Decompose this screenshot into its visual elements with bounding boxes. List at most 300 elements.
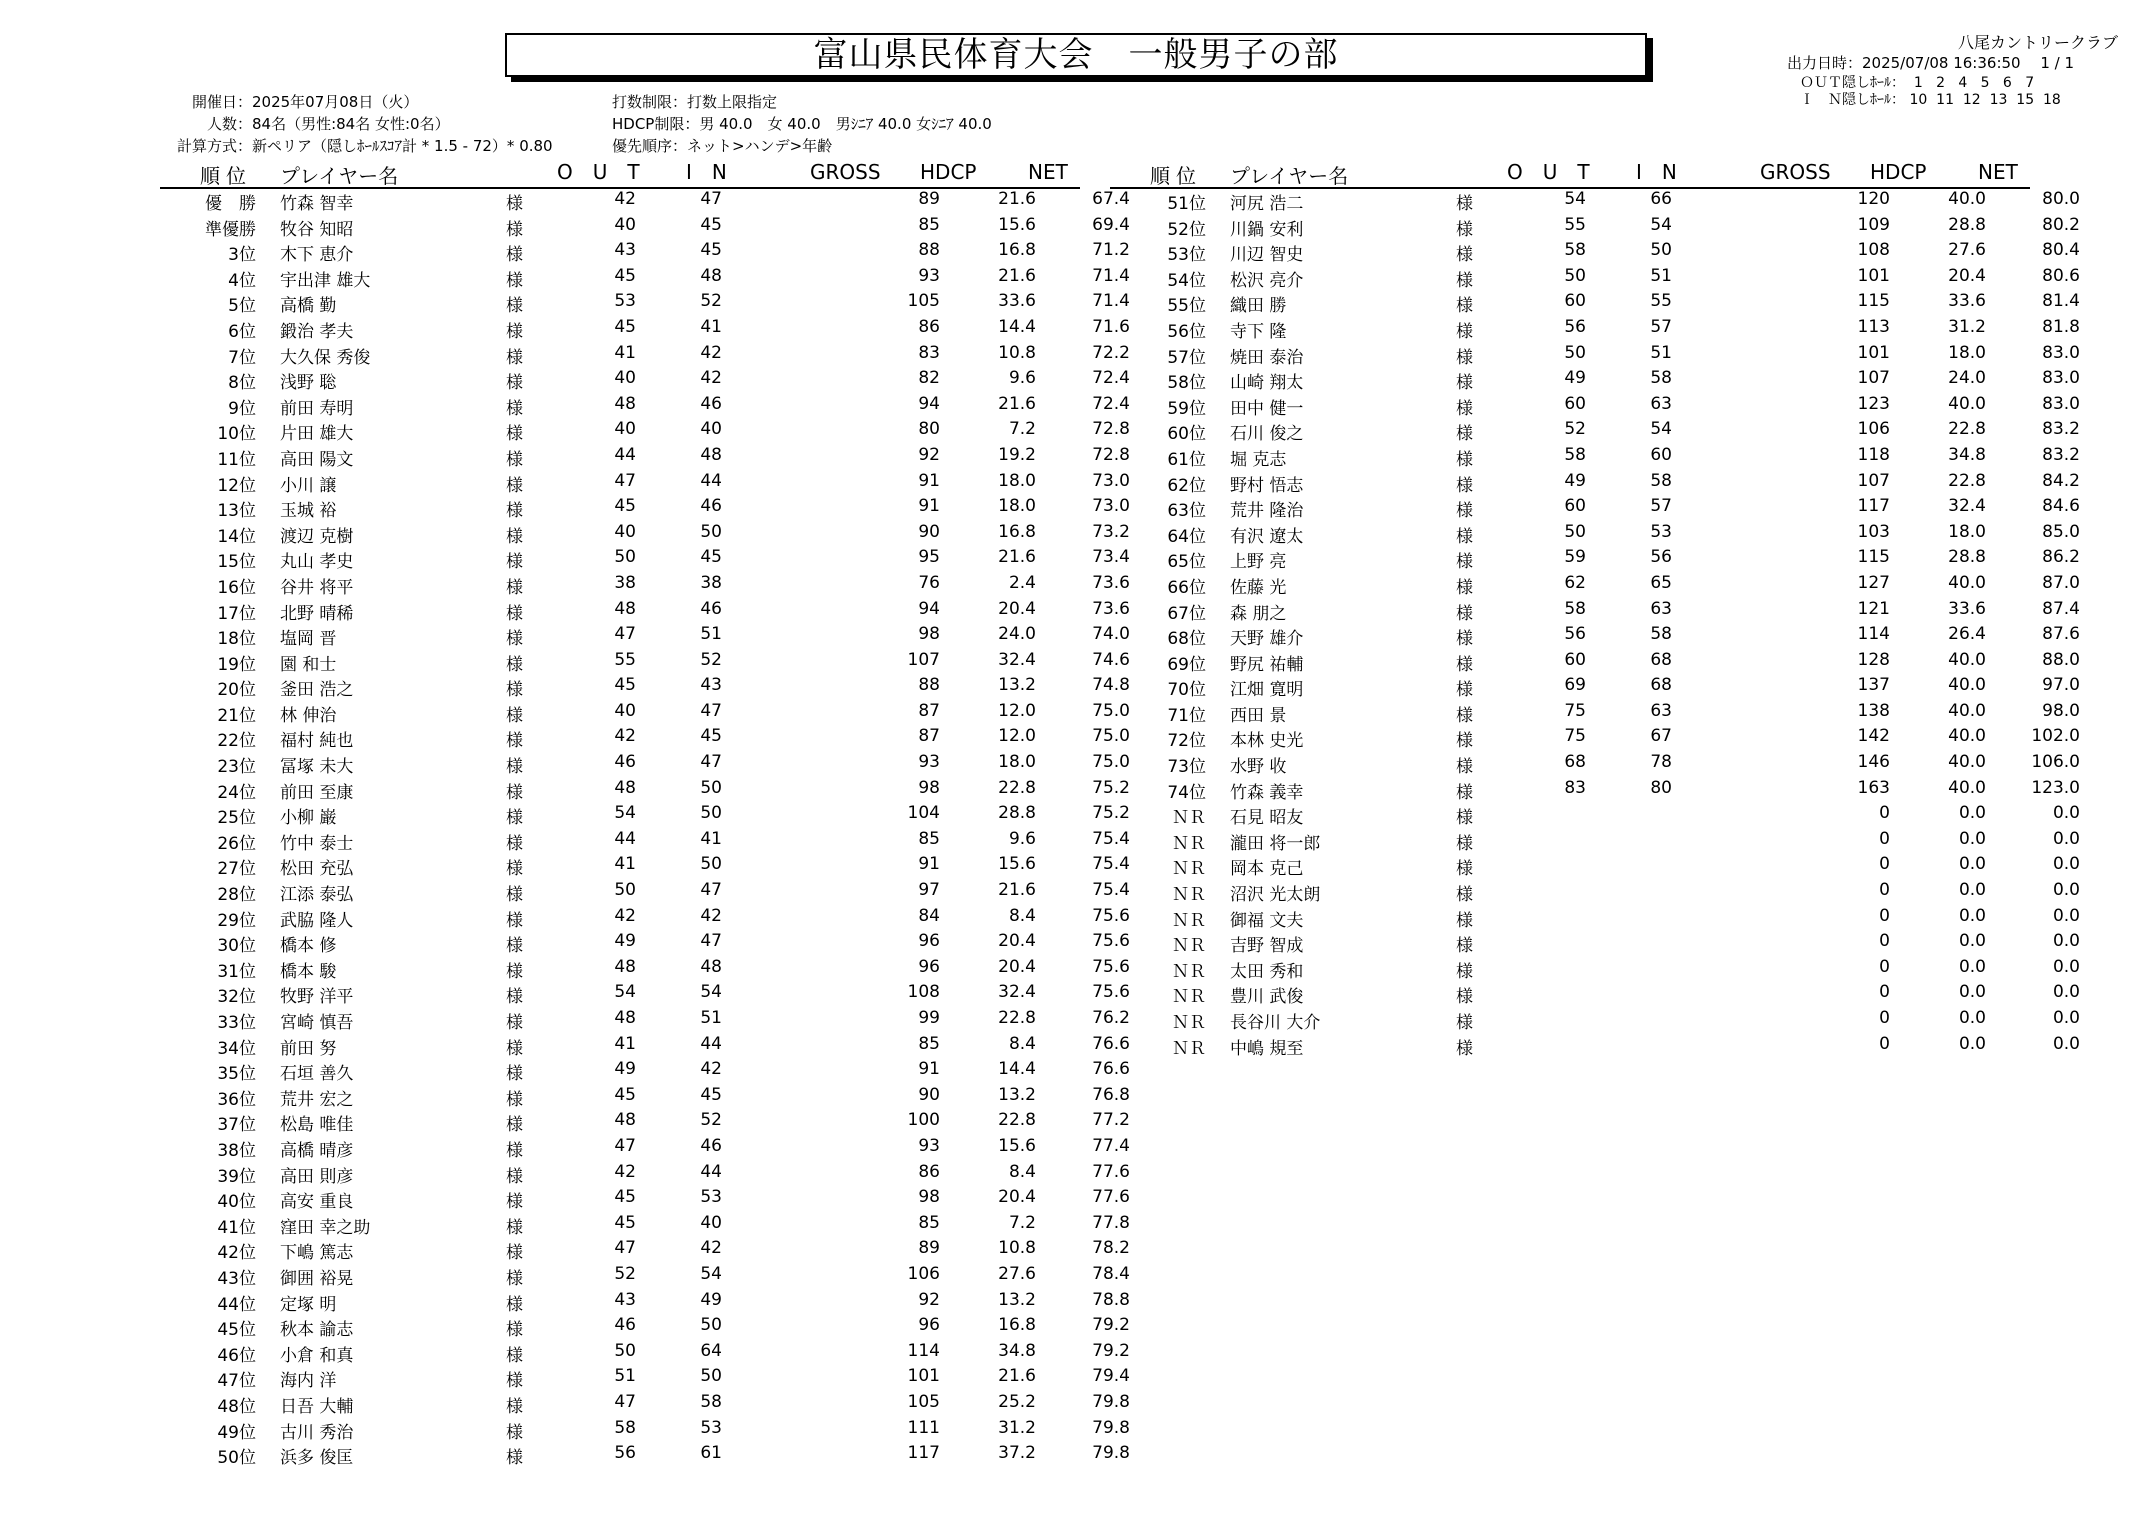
net-score: 87.0: [2042, 572, 2080, 593]
net-score: 97.0: [2042, 675, 2080, 696]
out-score: 59: [1564, 547, 1586, 568]
hdcp-value: 40.0: [1948, 726, 1986, 747]
player-name: 高田 陽文: [280, 449, 354, 470]
meta-calc-value: 新ペリア（隠しﾎｰﾙｽｺｱ計 * 1.5 - 72）* 0.80: [252, 137, 553, 155]
gross-score: 0: [1879, 1033, 1890, 1054]
net-score: 79.8: [1092, 1443, 1130, 1464]
table-row: [160, 854, 1130, 880]
rank-cell: 29位: [217, 910, 256, 931]
out-score: 58: [1564, 444, 1586, 465]
honorific: 様: [506, 1448, 523, 1469]
honorific: 様: [1456, 910, 1473, 931]
table-row: [160, 828, 1130, 855]
hdcp-value: 21.6: [998, 393, 1036, 414]
honorific: 様: [1456, 731, 1473, 752]
table-row: [160, 1110, 1130, 1136]
table-row: [160, 1135, 1130, 1162]
meta-calc-label: 計算方式：: [176, 137, 252, 155]
out-score: 60: [1564, 496, 1586, 517]
player-name: 浜多 俊匡: [280, 1448, 354, 1469]
rank-cell: 30位: [217, 936, 256, 957]
gross-score: 114: [1857, 624, 1890, 645]
player-name: 古川 秀治: [280, 1422, 354, 1443]
player-name: 本林 史光: [1230, 731, 1304, 752]
in-score: 54: [1650, 214, 1672, 235]
net-score: 76.8: [1092, 1084, 1130, 1105]
rank-cell: ＮＲ: [1172, 1038, 1206, 1059]
net-score: 88.0: [2042, 649, 2080, 670]
in-score: 63: [1650, 393, 1672, 414]
rank-cell: 59位: [1167, 398, 1206, 419]
out-score: 49: [614, 1059, 636, 1080]
gross-score: 91: [918, 496, 940, 517]
gross-score: 92: [918, 444, 940, 465]
net-score: 72.4: [1092, 368, 1130, 389]
gross-score: 128: [1857, 649, 1890, 670]
net-score: 85.0: [2042, 521, 2080, 542]
player-name: 荒井 隆治: [1230, 501, 1304, 522]
net-score: 75.0: [1092, 752, 1130, 773]
out-score: 45: [614, 265, 636, 286]
honorific: 様: [506, 1038, 523, 1059]
in-score: 58: [1650, 624, 1672, 645]
out-score: 48: [614, 956, 636, 977]
rank-cell: 42位: [217, 1243, 256, 1264]
honorific: 様: [506, 1140, 523, 1161]
player-name: 大久保 秀俊: [280, 347, 371, 368]
table-row: [160, 803, 1130, 829]
table-row: [1110, 880, 2080, 906]
table-row: [1110, 803, 2080, 829]
hdcp-value: 14.4: [998, 316, 1036, 337]
gross-score: 99: [918, 1008, 940, 1028]
club-name: 八尾カントリークラブ: [1957, 33, 2118, 52]
honorific: 様: [1456, 475, 1473, 496]
gross-score: 96: [918, 931, 940, 952]
header-net: NET: [1978, 160, 2018, 184]
rank-cell: 73位: [1167, 757, 1206, 778]
player-name: 林 伸治: [280, 705, 337, 726]
out-score: 40: [614, 700, 636, 721]
hdcp-value: 31.2: [998, 1417, 1036, 1438]
net-score: 78.8: [1092, 1289, 1130, 1310]
table-row: [1110, 1033, 2080, 1060]
hdcp-value: 7.2: [1008, 1212, 1036, 1233]
in-score: 50: [700, 777, 722, 798]
player-name: 高安 重良: [280, 1192, 354, 1213]
out-score: 58: [1564, 598, 1586, 619]
rank-cell: 7位: [228, 347, 256, 368]
table-row: [160, 214, 1130, 241]
player-name: 塩岡 晋: [280, 629, 337, 650]
player-name: 牧野 洋平: [280, 987, 354, 1008]
meta-people: [155, 113, 450, 134]
out-score: 54: [1564, 189, 1586, 209]
net-score: 106.0: [2031, 752, 2080, 773]
hdcp-value: 28.8: [998, 803, 1036, 824]
player-name: 森 朋之: [1230, 603, 1287, 624]
table-row: [1110, 291, 2080, 317]
player-name: 寺下 隆: [1230, 321, 1287, 342]
in-score: 47: [700, 700, 722, 721]
hdcp-value: 22.8: [1948, 419, 1986, 440]
in-score: 47: [700, 931, 722, 952]
player-name: 天野 雄介: [1230, 629, 1304, 650]
out-score: 53: [614, 291, 636, 312]
honorific: 様: [506, 757, 523, 778]
honorific: 様: [506, 449, 523, 470]
honorific: 様: [1456, 782, 1473, 803]
hdcp-value: 0.0: [1958, 880, 1986, 901]
rank-cell: 70位: [1167, 680, 1206, 701]
net-score: 83.0: [2042, 393, 2080, 414]
net-score: 0.0: [2052, 956, 2080, 977]
in-score: 44: [700, 1033, 722, 1054]
in-score: 38: [700, 572, 722, 593]
net-score: 76.6: [1092, 1033, 1130, 1054]
rank-cell: 46位: [217, 1345, 256, 1366]
honorific: 様: [506, 501, 523, 522]
table-header: [1110, 160, 2030, 189]
meta-people-label: 人数：: [206, 115, 252, 133]
gross-score: 89: [918, 189, 940, 209]
gross-score: 107: [1857, 470, 1890, 491]
gross-score: 98: [918, 624, 940, 645]
in-score: 53: [700, 1417, 722, 1438]
rank-cell: 24位: [217, 782, 256, 803]
gross-score: 163: [1857, 777, 1890, 798]
out-score: 54: [614, 803, 636, 824]
hdcp-value: 12.0: [998, 700, 1036, 721]
rank-cell: 74位: [1167, 782, 1206, 803]
rank-cell: ＮＲ: [1172, 1013, 1206, 1033]
hdcp-value: 0.0: [1958, 1008, 1986, 1028]
honorific: 様: [1456, 885, 1473, 906]
player-name: 岡本 克己: [1230, 859, 1304, 880]
header-name: プレイヤー名: [1230, 164, 1349, 188]
honorific: 様: [506, 808, 523, 829]
hdcp-value: 40.0: [1948, 700, 1986, 721]
rank-cell: ＮＲ: [1172, 885, 1206, 906]
net-score: 0.0: [2052, 880, 2080, 901]
out-score: 45: [614, 1187, 636, 1208]
gross-score: 101: [907, 1366, 940, 1387]
in-score: 65: [1650, 572, 1672, 593]
in-score: 54: [700, 982, 722, 1003]
out-score: 83: [1564, 777, 1586, 798]
rank-cell: 66位: [1167, 577, 1206, 598]
table-row: [160, 1263, 1130, 1290]
honorific: 様: [506, 296, 523, 317]
gross-score: 96: [918, 956, 940, 977]
out-score: 42: [614, 726, 636, 747]
net-score: 71.4: [1092, 265, 1130, 286]
player-name: 堀 克志: [1230, 449, 1287, 470]
player-name: 下嶋 篤志: [280, 1243, 354, 1264]
player-name: 窪田 幸之助: [280, 1217, 371, 1238]
header-rank: 順位: [200, 164, 252, 188]
table-row: [1110, 675, 2080, 701]
rank-cell: 64位: [1167, 526, 1206, 547]
net-score: 75.6: [1092, 982, 1130, 1003]
table-row: [160, 316, 1130, 343]
player-name: 石川 俊之: [1230, 424, 1304, 445]
hdcp-value: 15.6: [998, 1135, 1036, 1156]
in-score: 45: [700, 214, 722, 235]
out-score: 75: [1564, 726, 1586, 747]
net-score: 79.2: [1092, 1315, 1130, 1336]
table-row: [160, 393, 1130, 420]
rank-cell: 優 勝: [205, 194, 256, 214]
gross-score: 0: [1879, 1008, 1890, 1028]
player-name: 玉城 裕: [280, 501, 337, 522]
table-row: [160, 649, 1130, 676]
table-row: [1110, 649, 2080, 676]
in-score: 48: [700, 444, 722, 465]
header-hdcp: HDCP: [1870, 160, 1927, 184]
rank-cell: 62位: [1167, 475, 1206, 496]
hdcp-value: 8.4: [1008, 905, 1036, 926]
gross-score: 94: [918, 393, 940, 414]
header-outin: OUT IN: [1507, 160, 1697, 184]
rank-cell: 69位: [1167, 654, 1206, 675]
gross-score: 121: [1857, 598, 1890, 619]
out-score: 45: [614, 675, 636, 696]
hdcp-value: 40.0: [1948, 649, 1986, 670]
gross-score: 88: [918, 675, 940, 696]
rank-cell: 36位: [217, 1089, 256, 1110]
out-score: 47: [614, 624, 636, 645]
honorific: 様: [1456, 859, 1473, 880]
rank-cell: 40位: [217, 1192, 256, 1213]
net-score: 81.4: [2042, 291, 2080, 312]
player-name: 焼田 泰治: [1230, 347, 1304, 368]
header-rank: 順位: [1150, 164, 1202, 188]
out-score: 55: [1564, 214, 1586, 235]
honorific: 様: [1456, 603, 1473, 624]
gross-score: 127: [1857, 572, 1890, 593]
hdcp-value: 37.2: [998, 1443, 1036, 1464]
out-score: 50: [1564, 265, 1586, 286]
out-score: 50: [614, 880, 636, 901]
player-name: 江畑 寛明: [1230, 680, 1304, 701]
table-row: [1110, 521, 2080, 548]
honorific: 様: [506, 1166, 523, 1187]
in-score: 49: [700, 1289, 722, 1310]
honorific: 様: [506, 1345, 523, 1366]
net-score: 76.6: [1092, 1059, 1130, 1080]
net-score: 73.6: [1092, 598, 1130, 619]
net-score: 84.2: [2042, 470, 2080, 491]
rank-cell: 54位: [1167, 270, 1206, 291]
gross-score: 82: [918, 368, 940, 389]
out-score: 60: [1564, 291, 1586, 312]
hdcp-value: 20.4: [998, 1187, 1036, 1208]
in-score: 58: [1650, 368, 1672, 389]
table-row: [160, 752, 1130, 778]
net-score: 80.2: [2042, 214, 2080, 235]
table-row: [160, 470, 1130, 497]
in-score: 51: [700, 1008, 722, 1028]
out-score: 47: [614, 1135, 636, 1156]
honorific: 様: [1456, 987, 1473, 1008]
rank-cell: 9位: [228, 398, 256, 419]
in-score: 50: [700, 803, 722, 824]
gross-score: 85: [918, 828, 940, 849]
header-name: プレイヤー名: [280, 164, 399, 188]
honorific: 様: [1456, 1038, 1473, 1059]
honorific: 様: [506, 270, 523, 291]
net-score: 79.4: [1092, 1366, 1130, 1387]
player-name: 御囲 裕晃: [280, 1268, 354, 1289]
rank-cell: 28位: [217, 885, 256, 906]
in-score: 48: [700, 956, 722, 977]
table-row: [1110, 496, 2080, 522]
honorific: 様: [1456, 347, 1473, 368]
net-score: 83.2: [2042, 444, 2080, 465]
player-name: 御福 文夫: [1230, 910, 1304, 931]
table-row: [1110, 214, 2080, 241]
honorific: 様: [506, 1396, 523, 1417]
player-name: 西田 景: [1230, 705, 1287, 726]
net-score: 78.4: [1092, 1263, 1130, 1284]
table-row: [160, 1366, 1130, 1392]
honorific: 様: [1456, 680, 1473, 701]
hdcp-value: 40.0: [1948, 189, 1986, 209]
out-score: 50: [1564, 521, 1586, 542]
player-name: 石垣 善久: [280, 1064, 354, 1085]
rank-cell: 63位: [1167, 501, 1206, 522]
rank-cell: 27位: [217, 859, 256, 880]
out-score: 42: [614, 905, 636, 926]
meta-hdcp-value: 男 40.0 女 40.0 男ｼﾆｱ 40.0 女ｼﾆｱ 40.0: [699, 115, 992, 133]
hdcp-value: 16.8: [998, 1315, 1036, 1336]
hdcp-value: 12.0: [998, 726, 1036, 747]
honorific: 様: [506, 552, 523, 573]
honorific: 様: [1456, 705, 1473, 726]
honorific: 様: [506, 1422, 523, 1443]
honorific: 様: [506, 705, 523, 726]
gross-score: 90: [918, 1084, 940, 1105]
rank-cell: 17位: [217, 603, 256, 624]
table-row: [160, 675, 1130, 701]
meta-limit-value: 打数上限指定: [687, 93, 778, 111]
table-row: [160, 1238, 1130, 1264]
out-score: 40: [614, 521, 636, 542]
honorific: 様: [1456, 373, 1473, 394]
table-row: [1110, 752, 2080, 778]
rank-cell: 19位: [217, 654, 256, 675]
in-score: 41: [700, 316, 722, 337]
table-row: [160, 700, 1130, 727]
table-row: [160, 419, 1130, 445]
in-score: 53: [1650, 521, 1672, 542]
table-row: [160, 1008, 1130, 1034]
hdcp-value: 16.8: [998, 521, 1036, 542]
net-score: 72.2: [1092, 342, 1130, 363]
rank-cell: 34位: [217, 1038, 256, 1059]
gross-score: 101: [1857, 342, 1890, 363]
rank-cell: 31位: [217, 961, 256, 982]
honorific: 様: [506, 629, 523, 650]
net-score: 75.4: [1092, 828, 1130, 849]
in-score: 58: [1650, 470, 1672, 491]
player-name: 谷井 将平: [280, 577, 354, 598]
results-column-right: [1110, 160, 2080, 1059]
out-score: 50: [1564, 342, 1586, 363]
table-row: [1110, 854, 2080, 880]
hdcp-value: 9.6: [1008, 368, 1036, 389]
meta-priority: [612, 135, 832, 156]
gross-score: 111: [907, 1417, 940, 1438]
table-row: [160, 880, 1130, 906]
player-name: 水野 收: [1230, 757, 1287, 778]
net-score: 0.0: [2052, 905, 2080, 926]
in-score: 63: [1650, 598, 1672, 619]
rank-cell: 39位: [217, 1166, 256, 1187]
out-score: 52: [614, 1263, 636, 1284]
out-score: 56: [1564, 316, 1586, 337]
table-row: [160, 240, 1130, 266]
player-name: 秋本 諭志: [280, 1320, 354, 1341]
in-score: 46: [700, 496, 722, 517]
out-score: 60: [1564, 649, 1586, 670]
out-score: 55: [614, 649, 636, 670]
hdcp-value: 22.8: [1948, 470, 1986, 491]
gross-score: 109: [1857, 214, 1890, 235]
table-row: [1110, 726, 2080, 752]
hdcp-value: 15.6: [998, 854, 1036, 875]
gross-score: 91: [918, 854, 940, 875]
gross-score: 142: [1857, 726, 1890, 747]
player-name: 川鍋 安利: [1230, 219, 1304, 240]
out-score: 47: [614, 1391, 636, 1412]
rank-cell: 44位: [217, 1294, 256, 1315]
in-score: 51: [700, 624, 722, 645]
honorific: 様: [1456, 449, 1473, 470]
in-score: 57: [1650, 496, 1672, 517]
rank-cell: 18位: [217, 629, 256, 650]
rank-cell: 12位: [217, 475, 256, 496]
net-score: 75.6: [1092, 956, 1130, 977]
hdcp-value: 0.0: [1958, 931, 1986, 952]
net-score: 73.4: [1092, 547, 1130, 568]
gross-score: 114: [907, 1340, 940, 1361]
player-name: 海内 洋: [280, 1371, 337, 1392]
out-score: 46: [614, 752, 636, 773]
honorific: 様: [506, 731, 523, 752]
player-name: 園 和士: [280, 654, 337, 675]
table-row: [160, 1161, 1130, 1188]
honorific: 様: [506, 475, 523, 496]
hdcp-value: 33.6: [1948, 291, 1986, 312]
in-score: 55: [1650, 291, 1672, 312]
honorific: 様: [1456, 654, 1473, 675]
in-score: 46: [700, 393, 722, 414]
net-score: 98.0: [2042, 700, 2080, 721]
gross-score: 104: [907, 803, 940, 824]
table-row: [1110, 419, 2080, 445]
gross-score: 85: [918, 214, 940, 235]
net-score: 123.0: [2031, 777, 2080, 798]
hdcp-value: 18.0: [1948, 521, 1986, 542]
hdcp-value: 10.8: [998, 1238, 1036, 1259]
player-name: 浅野 聡: [280, 373, 337, 394]
hdcp-value: 22.8: [998, 1110, 1036, 1131]
rank-cell: 55位: [1167, 296, 1206, 317]
gross-score: 94: [918, 598, 940, 619]
rank-cell: 61位: [1167, 449, 1206, 470]
